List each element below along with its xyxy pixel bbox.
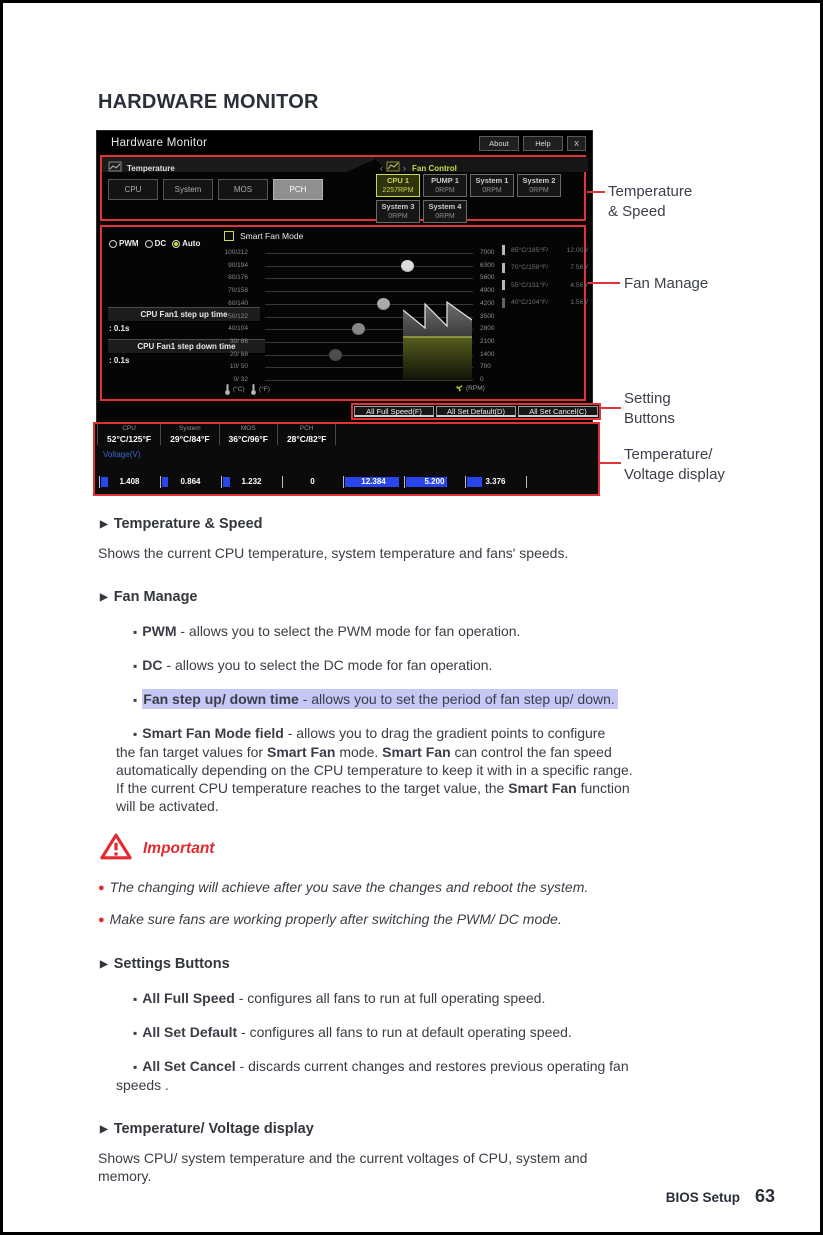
temp-voltage-panel bbox=[93, 422, 600, 496]
help-button[interactable]: Help bbox=[523, 136, 563, 151]
temp-readout-pch bbox=[278, 424, 336, 445]
bullet-item: ▪ All Set Cancel - discards current changes and restores previous operating fan speeds . bbox=[116, 1058, 629, 1093]
annotation-label-setting-buttons: Setting Buttons bbox=[624, 390, 675, 427]
rpm-axis-label: 7000 bbox=[480, 249, 495, 256]
voltage-label: Voltage(V) bbox=[103, 450, 141, 459]
bullet-item-highlighted bbox=[116, 690, 746, 709]
section-header: ▶ Temperature & Speed bbox=[100, 516, 263, 532]
annotation-line-temp-voltage-display bbox=[600, 462, 621, 464]
temp-axis-label: 70/158 bbox=[228, 287, 248, 295]
temperature-panel-title: Temperature bbox=[127, 163, 175, 173]
radio-icon bbox=[109, 240, 117, 248]
fan-mode-label: DC bbox=[154, 239, 167, 248]
temperature-readouts bbox=[97, 424, 336, 445]
rpm-axis-label: 4900 bbox=[480, 287, 495, 295]
legend-volt: 4.56V bbox=[570, 281, 588, 289]
note-item: ● Make sure fans are working properly after switching the PWM/ DC mode. bbox=[98, 911, 562, 927]
right-arrow-icon: ▶ bbox=[100, 959, 108, 970]
thermometer-icon bbox=[250, 383, 257, 395]
gridline bbox=[265, 266, 473, 267]
fan-name: CPU 1 bbox=[386, 176, 410, 185]
page-footer bbox=[563, 1186, 775, 1207]
target-legend-row bbox=[502, 263, 588, 273]
legend-tick bbox=[502, 245, 505, 255]
setting-buttons-region bbox=[351, 403, 601, 420]
voltage-value: 1.232 bbox=[241, 477, 262, 486]
next-fan-icon[interactable]: › bbox=[403, 163, 406, 173]
temp-speed-region bbox=[100, 155, 586, 221]
temp-readout-cpu bbox=[97, 424, 161, 445]
annotation-line-setting-buttons bbox=[601, 407, 621, 409]
temp-readout-name: System bbox=[179, 425, 201, 432]
fan-control-panel-title: Fan Control bbox=[412, 163, 457, 173]
red-dot-icon: ● bbox=[98, 882, 105, 894]
all-set-default-button[interactable]: All Set Default(D) bbox=[436, 406, 516, 417]
voltage-cell bbox=[404, 476, 465, 490]
rpm-axis-label: 700 bbox=[480, 363, 491, 371]
right-arrow-icon: ▶ bbox=[100, 592, 108, 603]
target-legend-row bbox=[502, 245, 588, 255]
fan-name: System 4 bbox=[428, 202, 462, 211]
temp-axis-label: 30/ 86 bbox=[229, 337, 248, 345]
rpm-axis-label: 3500 bbox=[480, 312, 495, 320]
fan-rpm: 0RPM bbox=[482, 187, 502, 194]
temp-axis-label: 80/176 bbox=[228, 274, 248, 282]
voltage-value: 0.864 bbox=[180, 477, 201, 486]
all-full-speed-button[interactable]: All Full Speed(F) bbox=[354, 406, 434, 417]
step-down-time-value: : 0.1s bbox=[109, 356, 130, 365]
bullet-item: ▪ DC - allows you to select the DC mode for fan operation. bbox=[133, 657, 493, 673]
square-bullet-icon: ▪ bbox=[133, 625, 138, 639]
fan-manage-region bbox=[100, 225, 586, 401]
temperature-tabs bbox=[108, 179, 323, 200]
temp-axis-label: 0/ 32 bbox=[233, 376, 248, 383]
temp-readout-name: CPU bbox=[122, 425, 136, 432]
gradient-point[interactable] bbox=[352, 323, 365, 335]
temp-readout-value: 52°C/125°F bbox=[107, 434, 152, 444]
fan-rpm: 2257RPM bbox=[382, 187, 414, 194]
square-bullet-icon: ▪ bbox=[133, 727, 138, 741]
bullet-item: ▪ All Full Speed - configures all fans to run at full operating speed. bbox=[133, 990, 546, 1006]
target-legend-row bbox=[502, 280, 588, 290]
temp-readout-system bbox=[161, 424, 219, 445]
legend-tick bbox=[502, 298, 505, 308]
footer-page-number: 63 bbox=[754, 1186, 775, 1206]
fan-name: PUMP 1 bbox=[431, 176, 459, 185]
bios-screenshot bbox=[96, 130, 608, 497]
fan-mode-label: Auto bbox=[182, 239, 201, 248]
square-bullet-icon: ▪ bbox=[133, 1026, 138, 1040]
fan-rpm: 0RPM bbox=[529, 187, 549, 194]
temperature-axis bbox=[214, 227, 248, 399]
rpm-axis-label: 0 bbox=[480, 376, 484, 383]
voltage-value: 1.408 bbox=[119, 477, 140, 486]
legend-tick bbox=[502, 263, 505, 273]
bullet-item: ▪ All Set Default - configures all fans to run at default operating speed. bbox=[133, 1024, 572, 1040]
legend-volt: 7.56V bbox=[570, 264, 588, 271]
legend-volt: 12.00V bbox=[566, 246, 588, 254]
voltage-readouts bbox=[99, 476, 528, 490]
gradient-point[interactable] bbox=[401, 260, 414, 272]
fan-mode-dc[interactable] bbox=[145, 239, 167, 248]
celsius-unit: (°C) bbox=[224, 383, 245, 395]
step-down-time-button[interactable]: CPU Fan1 step down time bbox=[108, 339, 265, 354]
temp-axis-label: 20/ 68 bbox=[229, 350, 248, 358]
gridline bbox=[265, 291, 473, 292]
prev-fan-icon[interactable]: ‹ bbox=[380, 163, 383, 173]
voltage-value: 5.200 bbox=[424, 477, 445, 486]
right-arrow-icon: ▶ bbox=[100, 519, 108, 530]
temperature-header bbox=[108, 159, 175, 177]
fan-icon bbox=[454, 383, 464, 393]
legend-tick bbox=[502, 280, 505, 290]
step-up-time-button[interactable]: CPU Fan1 step up time bbox=[108, 307, 260, 322]
square-bullet-icon: ▪ bbox=[133, 1060, 138, 1074]
temp-axis-label: 100/212 bbox=[224, 249, 248, 256]
rpm-unit: (RPM) bbox=[454, 383, 485, 393]
square-bullet-icon: ▪ bbox=[133, 992, 138, 1006]
rpm-axis-label: 1400 bbox=[480, 350, 495, 358]
important-label: Important bbox=[143, 839, 215, 857]
fan-buttons bbox=[376, 174, 586, 223]
voltage-cell bbox=[160, 476, 221, 490]
legend-volt: 1.56V bbox=[570, 299, 588, 306]
section-header: ▶ Temperature/ Voltage display bbox=[100, 1121, 314, 1137]
temp-tab-system[interactable]: System bbox=[163, 179, 213, 200]
axis-units bbox=[102, 383, 584, 397]
note-item: ● The changing will achieve after you save the changes and reboot the system. bbox=[98, 879, 589, 895]
rpm-axis-label: 2800 bbox=[480, 325, 495, 333]
voltage-cell bbox=[465, 476, 526, 490]
gradient-point[interactable] bbox=[329, 349, 342, 361]
temp-tab-pch[interactable]: PCH bbox=[273, 179, 323, 200]
voltage-value: 12.384 bbox=[361, 477, 386, 486]
voltage-cell bbox=[343, 476, 404, 490]
radio-icon bbox=[145, 240, 153, 248]
right-arrow-icon: ▶ bbox=[100, 1124, 108, 1135]
fan-rpm: 0RPM bbox=[435, 213, 455, 220]
gradient-point[interactable] bbox=[377, 298, 390, 310]
smart-fan-mode-label: Smart Fan Mode bbox=[240, 231, 304, 241]
annotation-label-temp-voltage-display: Temperature/ Voltage display bbox=[624, 446, 725, 483]
fan-button-system-2[interactable] bbox=[517, 174, 561, 197]
titlebar-buttons bbox=[479, 136, 586, 151]
rpm-axis-label: 6300 bbox=[480, 261, 495, 269]
bullet-item: ▪ Smart Fan Mode field - allows you to drag the gradient points to configure the fan target values for Smart Fan mode. Smart Fan can control the fan speed automatically depending on the CPU temperature to keep it with in a specific range. If the current CPU temperature reaches to the target value, the Smart Fan function will be activated. bbox=[116, 725, 633, 814]
about-button[interactable]: About bbox=[479, 136, 519, 151]
temp-readout-value: 28°C/82°F bbox=[286, 434, 327, 444]
rpm-axis-label: 2100 bbox=[480, 337, 495, 345]
temp-axis-label: 50/122 bbox=[228, 312, 248, 320]
temp-axis-label: 60/140 bbox=[228, 299, 248, 307]
fan-rpm: 0RPM bbox=[388, 213, 408, 220]
annotation-label-fan-manage: Fan Manage bbox=[624, 275, 709, 292]
bullet-item: ▪ PWM - allows you to select the PWM mode for fan operation. bbox=[133, 623, 521, 639]
gridline bbox=[265, 278, 473, 279]
highlight-span: Fan step up/ down time - allows you to set the period of fan step up/ down. bbox=[142, 689, 618, 709]
fan-mode-label: PWM bbox=[119, 239, 139, 248]
temperature-icon bbox=[108, 159, 122, 177]
fan-button-system-4[interactable] bbox=[423, 200, 467, 223]
legend-temp: 85°C/185°F/ bbox=[511, 246, 549, 254]
important-note-header bbox=[100, 832, 746, 865]
temp-readout-mos bbox=[220, 424, 278, 445]
fan-name: System 2 bbox=[522, 176, 556, 185]
square-bullet-icon: ▪ bbox=[133, 659, 138, 673]
annotation-line-fan-manage bbox=[588, 282, 620, 284]
annotation-line-temp-speed bbox=[587, 191, 605, 193]
fan-name: System 1 bbox=[475, 176, 509, 185]
red-dot-icon: ● bbox=[98, 914, 105, 926]
rpm-axis-label: 4200 bbox=[480, 299, 495, 307]
gridline bbox=[265, 380, 473, 381]
annotation-label-temp-speed: Temperature & Speed bbox=[608, 183, 693, 220]
section-header: ▶ Fan Manage bbox=[100, 589, 198, 605]
legend-temp: 70°C/158°F/ bbox=[511, 264, 549, 271]
voltage-end-tick bbox=[526, 476, 528, 490]
temp-tab-cpu[interactable]: CPU bbox=[108, 179, 158, 200]
temp-axis-label: 40/104 bbox=[228, 325, 248, 333]
voltage-cell bbox=[221, 476, 282, 490]
gridline bbox=[265, 253, 473, 254]
fan-speed-waveform bbox=[403, 300, 472, 380]
paragraph: Shows CPU/ system temperature and the current voltages of CPU, system and memory. bbox=[98, 1150, 588, 1184]
temp-axis-label: 10/ 50 bbox=[229, 363, 248, 371]
temp-readout-name: PCH bbox=[299, 425, 314, 432]
legend-temp: 55°C/131°F/ bbox=[511, 281, 549, 289]
target-legend-row bbox=[502, 298, 588, 308]
fan-mode-auto[interactable] bbox=[172, 239, 200, 248]
step-up-time-value: : 0.1s bbox=[109, 324, 130, 333]
legend-temp: 40°C/104°F/ bbox=[511, 299, 549, 306]
close-button[interactable]: X bbox=[567, 136, 586, 151]
fan-button-system-1[interactable] bbox=[470, 174, 514, 197]
voltage-value: 3.376 bbox=[485, 477, 506, 486]
voltage-tick bbox=[526, 476, 527, 488]
window-title: Hardware Monitor bbox=[111, 137, 208, 149]
all-set-cancel-button[interactable]: All Set Cancel(C) bbox=[518, 406, 598, 417]
square-bullet-icon: ▪ bbox=[133, 693, 138, 707]
temp-axis-label: 90/194 bbox=[228, 261, 248, 269]
warning-triangle-icon bbox=[100, 832, 132, 865]
fahrenheit-unit: (°F) bbox=[250, 383, 270, 395]
page-title: HARDWARE MONITOR bbox=[98, 91, 319, 113]
fan-rpm: 0RPM bbox=[435, 187, 455, 194]
temp-readout-value: 29°C/84°F bbox=[170, 434, 210, 444]
thermometer-icon bbox=[224, 383, 231, 395]
fan-button-system-3[interactable] bbox=[376, 200, 420, 223]
fan-mode-pwm[interactable] bbox=[109, 239, 139, 248]
voltage-cell bbox=[99, 476, 160, 490]
fan-button-cpu-1[interactable] bbox=[376, 174, 420, 197]
fan-name: System 3 bbox=[381, 202, 415, 211]
voltage-value: 0 bbox=[310, 477, 315, 486]
paragraph: Shows the current CPU temperature, system temperature and fans' speeds. bbox=[98, 545, 569, 561]
fan-button-pump-1[interactable] bbox=[423, 174, 467, 197]
voltage-cell bbox=[282, 476, 343, 490]
rpm-axis-label: 5600 bbox=[480, 274, 495, 282]
fan-mode-radios bbox=[109, 239, 200, 248]
radio-icon bbox=[172, 240, 180, 248]
temp-tab-mos[interactable]: MOS bbox=[218, 179, 268, 200]
window-titlebar bbox=[97, 131, 592, 155]
footer-chapter: BIOS Setup bbox=[665, 1190, 740, 1205]
body-text bbox=[98, 515, 746, 1185]
temp-readout-name: MOS bbox=[240, 425, 256, 432]
section-header: ▶ Settings Buttons bbox=[100, 956, 230, 972]
temp-readout-value: 36°C/96°F bbox=[228, 434, 268, 444]
